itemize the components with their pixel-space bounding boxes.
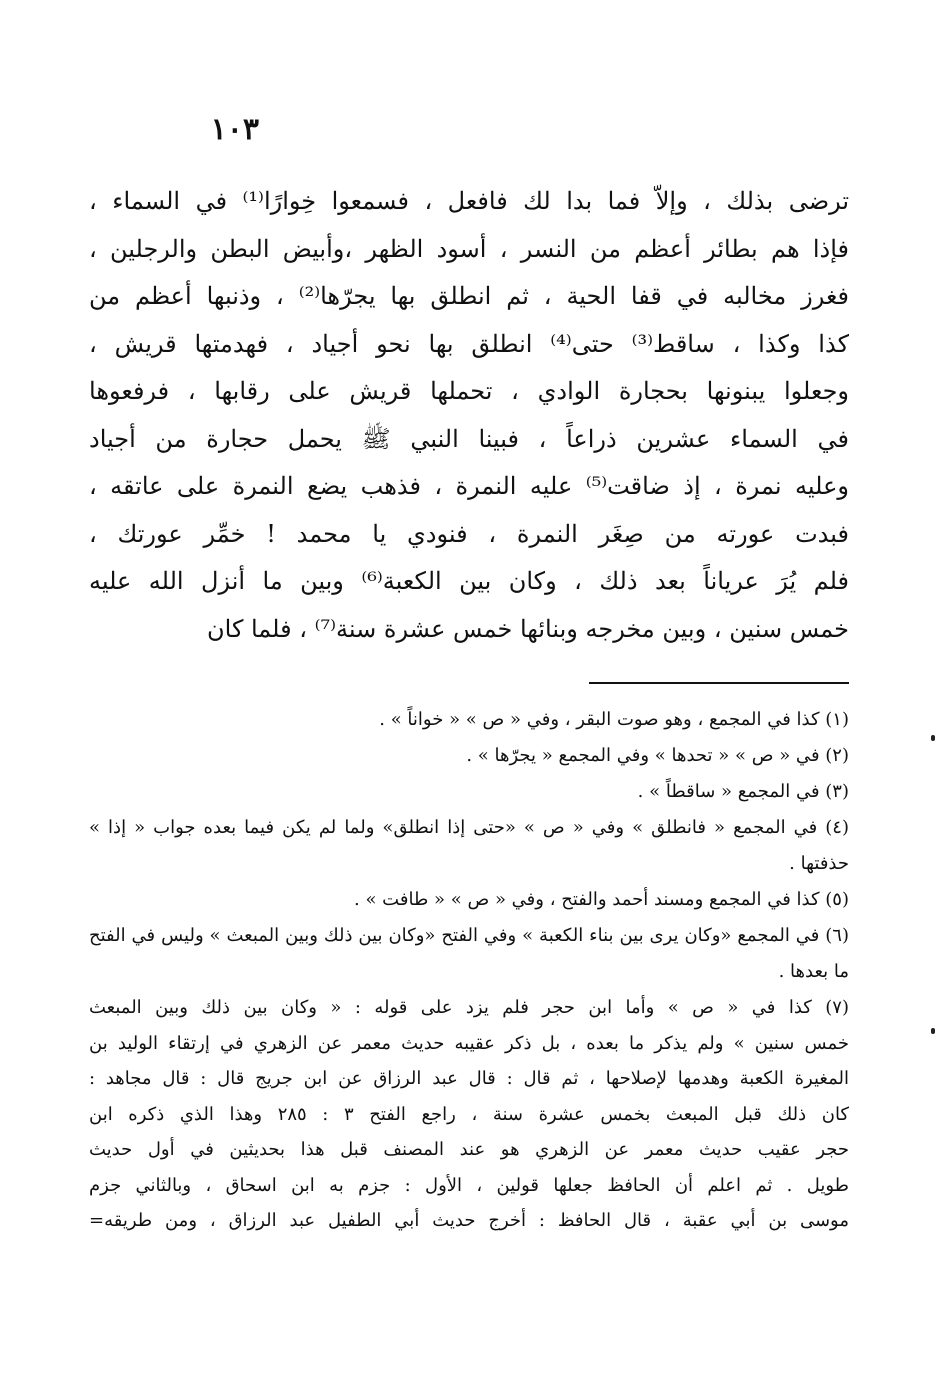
footnote-2: (٢) في « ص » « تحدها » وفي المجمع « يجرّها » . (466, 745, 849, 766)
footnotes (89, 702, 849, 1239)
page-number: ١٠٣ (210, 112, 259, 147)
main-text-line: فبدت عورته من صِغَر النمرة ، فنودي يا محمد ! خمِّر عورتك ، (89, 519, 849, 548)
footnote-4: (٤) في المجمع « فانطلق » وفي « ص » «حتى إذا انطلق» ولما لم يكن فيما بعده جواب « إذا » حذفتها . (89, 817, 849, 874)
footnote-7-line: خمس سنين » ولم يذكر ما بعده ، بل ذكر عقيبه حديث معمر عن الزهري في إرتقاء الوليد بن (89, 1032, 849, 1054)
footnote-7-line: طويل . ثم اعلم أن الحافظ جعلها قولين ، الأول : جزم به ابن اسحاق ، وبالثاني جزم (89, 1174, 849, 1196)
main-text (89, 178, 849, 653)
main-text-line: ترضى بذلك ، وإلاّ فما بدا لك فافعل ، فسمعوا خِوارًا⁽¹⁾ في السماء ، (89, 187, 849, 215)
footnote-6: (٦) في المجمع «وكان يرى بين بناء الكعبة » وفي الفتح «وكان بين ذلك وبين المبعث » وليس في الفتح ما بعدها . (89, 925, 849, 982)
scan-speck (931, 1028, 935, 1034)
footnote-7-line: موسى بن أبي عقبة ، قال الحافظ : أخرج حديث أبي الطفيل عبد الرزاق ، ومن طريقه= (89, 1210, 849, 1231)
main-text-line: وجعلوا يبنونها بحجارة الوادي ، تحملها قريش على رقابها ، فرفعوها (89, 377, 849, 405)
footnote-7-line: المغيرة الكعبة وهدمها لإصلاحها ، ثم قال : قال عبد الرزاق عن ابن جريج قال : قال مجاهد : (89, 1068, 849, 1089)
footnote-7-line: (٧) كذا في « ص » وأما ابن حجر فلم يزد على قوله : « وكان بين ذلك وبين المبعث (89, 997, 849, 1018)
footnote-3: (٣) في المجمع « ساقطاً » . (637, 781, 849, 802)
footnote-separator (589, 682, 849, 684)
scan-speck (931, 735, 935, 741)
footnote-7-line: حجر عقيب حديث معمر عن الزهري هو عند المصنف قبل هذا بحديثين في أول حديث (89, 1139, 849, 1160)
main-text-line: كذا وكذا ، ساقط⁽³⁾ حتى⁽⁴⁾ انطلق بها نحو أجياد ، فهدمتها قريش ، (89, 329, 849, 358)
main-text-line: خمس سنين ، وبين مخرجه وبنائها خمس عشرة سنة⁽⁷⁾ ، فلما كان (207, 614, 849, 643)
footnote-1: (١) كذا في المجمع ، وهو صوت البقر ، وفي « ص » « خواناً » . (379, 709, 849, 730)
main-text-line: وعليه نمرة ، إذ ضاقت⁽⁵⁾ عليه النمرة ، فذهب يضع النمرة على عاتقه ، (89, 472, 849, 500)
main-text-line: في السماء عشرين ذراعاً ، فبينا النبي ﷺ يحمل حجارة من أجياد (89, 424, 849, 453)
main-text-line: فلم يُرَ عرياناً بعد ذلك ، وكان بين الكعبة⁽⁶⁾ وبين ما أنزل الله عليه (89, 567, 849, 595)
main-text-line: فإذا هم بطائر أعظم من النسر ، أسود الظهر ،وأبيض البطن والرجلين ، (89, 234, 849, 263)
footnote-5: (٥) كذا في المجمع ومسند أحمد والفتح ، وفي « ص » « طافت » . (354, 889, 849, 910)
footnote-7-line: كان ذلك قبل المبعث بخمس عشرة سنة ، راجع الفتح ٣ : ٢٨٥ وهذا الذي ذكره ابن (89, 1103, 849, 1125)
main-text-line: فغرز مخالبه في قفا الحية ، ثم انطلق بها يجرّها⁽²⁾ ، وذنبها أعظم من (89, 282, 849, 310)
footnote-7 (89, 990, 849, 1239)
